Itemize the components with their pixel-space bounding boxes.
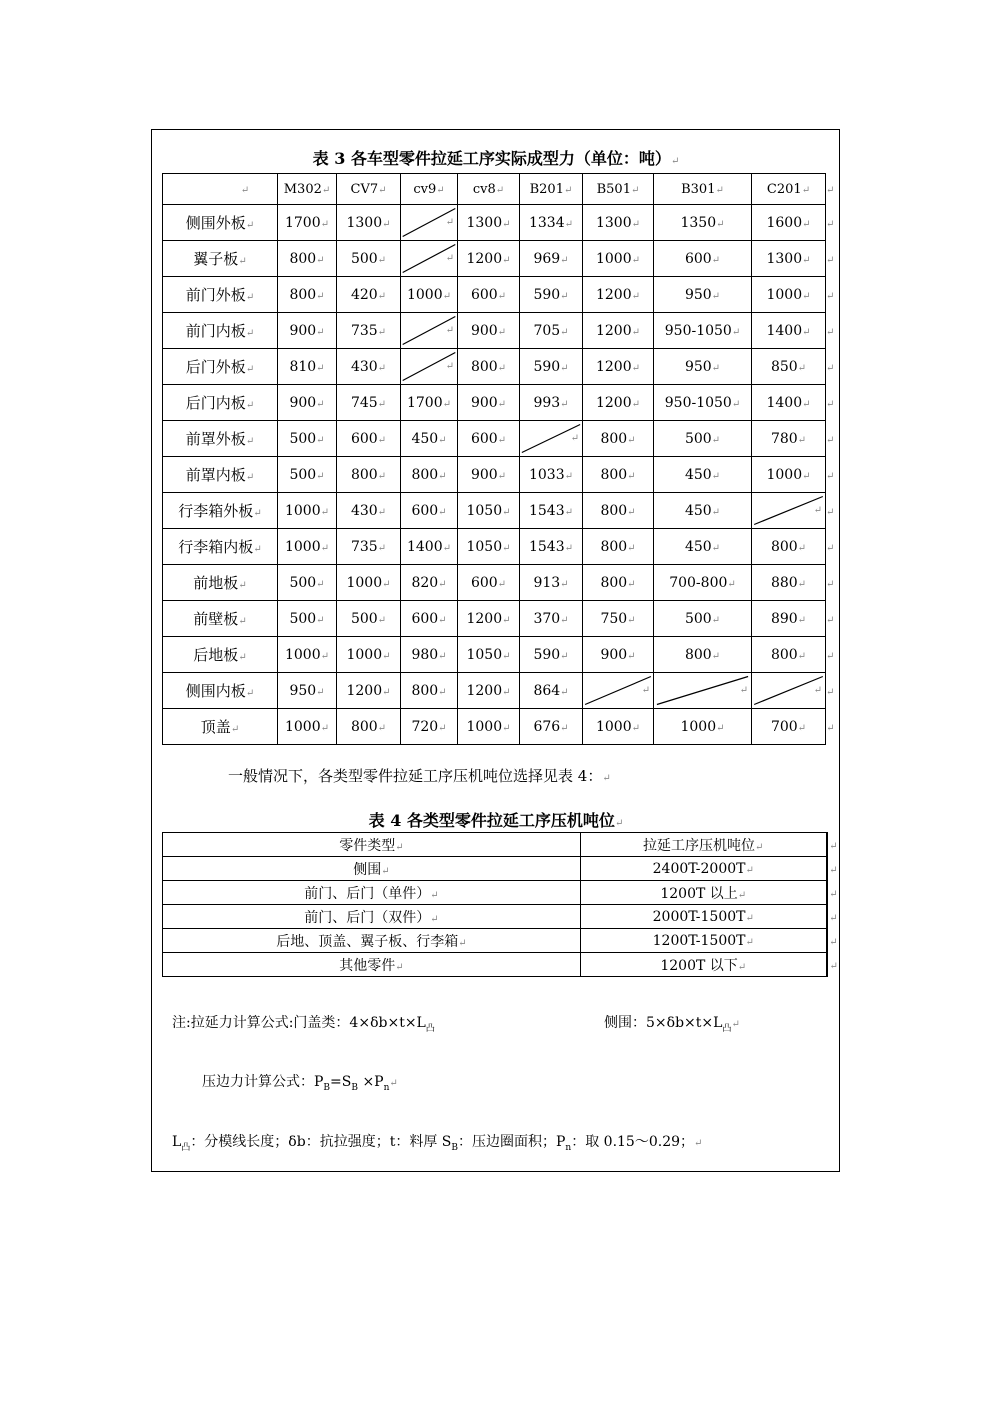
table3-value-cell: 900↵ <box>278 313 337 349</box>
table3-value-cell: 600↵ <box>458 565 520 601</box>
table-row <box>163 421 835 457</box>
table3-value-cell: 1300↵ <box>337 205 401 241</box>
table3-value-cell: 370↵ <box>520 601 583 637</box>
table3-value-cell: 900↵ <box>278 385 337 421</box>
table3-value-cell: 500↵ <box>337 601 401 637</box>
table3-value-cell: 430↵ <box>337 349 401 385</box>
table3-value-cell: 1200↵ <box>583 349 654 385</box>
row-end-mark: ↵ <box>826 434 835 446</box>
table3-value-cell: 430↵ <box>337 493 401 529</box>
row-end-mark: ↵ <box>829 864 838 876</box>
table3-value-cell: 735↵ <box>337 313 401 349</box>
table3-row-label: 后门外板↵ <box>163 349 278 385</box>
table3-value-cell: 800↵ <box>337 457 401 493</box>
table3-value-cell: 1000↵ <box>583 709 654 745</box>
table3-value-cell: 1543↵ <box>520 529 583 565</box>
table4-part-type-cell: 后地、顶盖、翼子板、行李箱↵ <box>163 929 581 953</box>
empty-slash-cell: ↵ <box>654 673 752 709</box>
row-end-mark: ↵ <box>826 254 835 266</box>
table3-value-cell: 590↵ <box>520 277 583 313</box>
table4 <box>162 832 841 977</box>
table3-value-cell: 800↵ <box>583 457 654 493</box>
table3-value-cell: 1300↵ <box>583 205 654 241</box>
table3-row-label: 后地板↵ <box>163 637 278 673</box>
table3-value-cell: 450↵ <box>654 493 752 529</box>
table-row <box>163 953 841 977</box>
row-end-mark: ↵ <box>826 722 835 734</box>
table3-value-cell: 1000↵ <box>401 277 458 313</box>
table3-value-cell: 1200↵ <box>583 277 654 313</box>
table3-value-cell: 800↵ <box>654 637 752 673</box>
table4-part-type-cell: 其他零件↵ <box>163 953 581 977</box>
table4-part-type-cell: 前门、后门（双件）↵ <box>163 905 581 929</box>
table3-value-cell: 1200↵ <box>583 313 654 349</box>
table-row <box>163 601 835 637</box>
table3-value-cell: 800↵ <box>278 241 337 277</box>
table3-row-label: 侧围外板↵ <box>163 205 278 241</box>
table3-row-label: 侧围内板↵ <box>163 673 278 709</box>
table3-value-cell: 1400↵ <box>401 529 458 565</box>
table3-column-header: M302↵ <box>278 174 337 205</box>
table3-value-cell: 969↵ <box>520 241 583 277</box>
table-row <box>163 313 835 349</box>
table3-value-cell: 1200↵ <box>583 385 654 421</box>
table3-value-cell: 450↵ <box>401 421 458 457</box>
table3-row-label: 前罩内板↵ <box>163 457 278 493</box>
table3-value-cell: 900↵ <box>458 457 520 493</box>
table3-value-cell: 1000↵ <box>278 709 337 745</box>
table-row <box>163 529 835 565</box>
table4-part-type-cell: 前门、后门（单件）↵ <box>163 881 581 905</box>
table4-tonnage-cell: 1200T 以上↵ <box>581 881 827 905</box>
table3-value-cell: 600↵ <box>458 421 520 457</box>
table3-value-cell: 500↵ <box>278 601 337 637</box>
row-end-mark: ↵ <box>826 470 835 482</box>
table3-value-cell: 800↵ <box>458 349 520 385</box>
table3-value-cell: 500↵ <box>278 421 337 457</box>
table-row <box>163 385 835 421</box>
table3-value-cell: 600↵ <box>401 601 458 637</box>
note-line-1-right: 侧围：$5\times\delta b\times t\times L_凸↵$ <box>604 1015 740 1034</box>
note-line-1: 注:拉延力计算公式:门盖类：$4\times\delta b\times t\times L_凸$ <box>172 1015 435 1034</box>
table3-value-cell: 590↵ <box>520 349 583 385</box>
table3-value-cell: 950↵ <box>654 349 752 385</box>
row-end-mark: ↵ <box>826 362 835 374</box>
table3-row-label: 前罩外板↵ <box>163 421 278 457</box>
table-row <box>163 857 841 881</box>
table-row <box>163 205 835 241</box>
table3 <box>162 173 835 745</box>
table3-column-header: cv9↵ <box>401 174 458 205</box>
table4-tonnage-cell: 2000T-1500T↵ <box>581 905 827 929</box>
table3-value-cell: 1300↵ <box>458 205 520 241</box>
table3-value-cell: 1050↵ <box>458 637 520 673</box>
table3-value-cell: 800↵ <box>583 529 654 565</box>
table3-value-cell: 810↵ <box>278 349 337 385</box>
table-row <box>163 905 841 929</box>
table3-row-label: 后门内板↵ <box>163 385 278 421</box>
table3-value-cell: 1000↵ <box>752 457 826 493</box>
row-end-mark: ↵ <box>826 542 835 554</box>
table3-value-cell: 600↵ <box>654 241 752 277</box>
row-end-mark: ↵ <box>826 398 835 410</box>
table-row <box>163 637 835 673</box>
table3-value-cell: 850↵ <box>752 349 826 385</box>
table-row <box>163 457 835 493</box>
row-end-mark: ↵ <box>826 578 835 590</box>
table3-column-header: C201↵ <box>752 174 826 205</box>
row-end-mark: ↵ <box>826 184 835 196</box>
table3-value-cell: 500↵ <box>278 565 337 601</box>
table3-value-cell: 1700↵ <box>278 205 337 241</box>
table3-value-cell: 450↵ <box>654 457 752 493</box>
row-end-mark: ↵ <box>826 218 835 230</box>
table4-header-row <box>163 833 841 857</box>
table3-value-cell: 800↵ <box>583 421 654 457</box>
table3-value-cell: 800↵ <box>752 529 826 565</box>
row-end-mark: ↵ <box>826 686 835 698</box>
table4-tonnage-cell: 2400T-2000T↵ <box>581 857 827 881</box>
table4-tonnage-cell: 1200T-1500T↵ <box>581 929 827 953</box>
table3-value-cell: 900↵ <box>583 637 654 673</box>
table3-column-header: B301↵ <box>654 174 752 205</box>
table3-value-cell: 780↵ <box>752 421 826 457</box>
table3-value-cell: 1000↵ <box>278 493 337 529</box>
table3-value-cell: 1000↵ <box>583 241 654 277</box>
table4-part-type-cell: 侧围↵ <box>163 857 581 881</box>
table3-value-cell: 864↵ <box>520 673 583 709</box>
table3-value-cell: 800↵ <box>401 673 458 709</box>
table3-value-cell: 1000↵ <box>337 637 401 673</box>
row-end-mark: ↵ <box>829 840 838 852</box>
row-end-mark: ↵ <box>829 960 838 972</box>
table3-value-cell: 1000↵ <box>278 637 337 673</box>
table3-value-cell: 1543↵ <box>520 493 583 529</box>
table-row <box>163 709 835 745</box>
table3-value-cell: 1350↵ <box>654 205 752 241</box>
table3-value-cell: 1200↵ <box>458 241 520 277</box>
table3-value-cell: 890↵ <box>752 601 826 637</box>
row-end-mark: ↵ <box>826 614 835 626</box>
row-end-mark: ↵ <box>829 936 838 948</box>
table3-value-cell: 1400↵ <box>752 313 826 349</box>
table3-value-cell: 913↵ <box>520 565 583 601</box>
table3-value-cell: 500↵ <box>654 421 752 457</box>
table-row <box>163 349 835 385</box>
intro-text: 一般情况下，各类型零件拉延工序压机吨位选择见表 4：↵ <box>228 767 611 785</box>
table3-value-cell: 950↵ <box>654 277 752 313</box>
table3-value-cell: 950-1050↵ <box>654 313 752 349</box>
table3-value-cell: 1300↵ <box>752 241 826 277</box>
table3-value-cell: 676↵ <box>520 709 583 745</box>
empty-slash-cell: ↵ <box>401 349 458 385</box>
table3-value-cell: 745↵ <box>337 385 401 421</box>
table-row <box>163 493 835 529</box>
table3-row-label: 顶盖↵ <box>163 709 278 745</box>
row-end-mark: ↵ <box>826 506 835 518</box>
table3-column-header: B201↵ <box>520 174 583 205</box>
empty-slash-cell: ↵ <box>401 241 458 277</box>
table3-value-cell: 1000↵ <box>752 277 826 313</box>
table3-value-cell: 1200↵ <box>337 673 401 709</box>
table3-value-cell: 800↵ <box>337 709 401 745</box>
table3-value-cell: 1000↵ <box>654 709 752 745</box>
table-row <box>163 277 835 313</box>
table3-value-cell: 1600↵ <box>752 205 826 241</box>
table4-tonnage-cell: 1200T 以下↵ <box>581 953 827 977</box>
empty-slash-cell: ↵ <box>401 313 458 349</box>
table-row <box>163 929 841 953</box>
table3-value-cell: 1334↵ <box>520 205 583 241</box>
table3-row-label: 行李箱外板↵ <box>163 493 278 529</box>
table4-part-type-cell: 零件类型↵ <box>163 833 581 857</box>
table3-value-cell: 705↵ <box>520 313 583 349</box>
table3-value-cell: 900↵ <box>458 313 520 349</box>
table3-column-header: CV7↵ <box>337 174 401 205</box>
table3-header-row <box>163 174 835 205</box>
table3-corner-cell: ↵ <box>163 174 278 205</box>
table3-value-cell: 590↵ <box>520 637 583 673</box>
table3-value-cell: 700↵ <box>752 709 826 745</box>
table3-column-header: B501↵ <box>583 174 654 205</box>
table3-value-cell: 735↵ <box>337 529 401 565</box>
table3-value-cell: 750↵ <box>583 601 654 637</box>
empty-slash-cell: ↵ <box>401 205 458 241</box>
table4-title: 表 4 各类型零件拉延工序压机吨位↵ <box>368 811 624 830</box>
table3-title: 表 3 各车型零件拉延工序实际成型力（单位：吨）↵ <box>312 149 680 168</box>
table3-row-label: 行李箱内板↵ <box>163 529 278 565</box>
table3-value-cell: 1000↵ <box>278 529 337 565</box>
table3-value-cell: 1400↵ <box>752 385 826 421</box>
row-end-mark: ↵ <box>826 290 835 302</box>
table3-value-cell: 993↵ <box>520 385 583 421</box>
table4-tonnage-cell: 拉延工序压机吨位↵ <box>581 833 827 857</box>
table3-value-cell: 950↵ <box>278 673 337 709</box>
table3-row-label: 前壁板↵ <box>163 601 278 637</box>
row-end-mark: ↵ <box>829 912 838 924</box>
table3-row-label: 前门内板↵ <box>163 313 278 349</box>
table3-value-cell: 800↵ <box>401 457 458 493</box>
table-row <box>163 881 841 905</box>
note-line-2: 压边力计算公式：$P_B=S_B$ $\times P_n↵$ <box>202 1074 398 1093</box>
diagonal-slash-icon <box>654 673 751 708</box>
table3-row-label: 前门外板↵ <box>163 277 278 313</box>
table-row <box>163 673 835 709</box>
table3-value-cell: 880↵ <box>752 565 826 601</box>
table3-column-header: cv8↵ <box>458 174 520 205</box>
table3-value-cell: 820↵ <box>401 565 458 601</box>
table3-value-cell: 800↵ <box>583 565 654 601</box>
row-end-mark: ↵ <box>826 650 835 662</box>
table3-value-cell: 600↵ <box>401 493 458 529</box>
table3-value-cell: 1050↵ <box>458 529 520 565</box>
empty-slash-cell: ↵ <box>583 673 654 709</box>
table3-value-cell: 800↵ <box>752 637 826 673</box>
table3-value-cell: 700-800↵ <box>654 565 752 601</box>
table3-value-cell: 1000↵ <box>337 565 401 601</box>
row-end-mark: ↵ <box>829 888 838 900</box>
table3-value-cell: 1700↵ <box>401 385 458 421</box>
table3-value-cell: 1200↵ <box>458 673 520 709</box>
table3-value-cell: 1000↵ <box>458 709 520 745</box>
table3-value-cell: 600↵ <box>458 277 520 313</box>
table3-value-cell: 500↵ <box>278 457 337 493</box>
table3-row-label: 翼子板↵ <box>163 241 278 277</box>
table3-value-cell: 420↵ <box>337 277 401 313</box>
table3-value-cell: 800↵ <box>278 277 337 313</box>
empty-slash-cell: ↵ <box>752 493 826 529</box>
table3-row-label: 前地板↵ <box>163 565 278 601</box>
note-line-3: $L_凸$：分模线长度；δb：抗拉强度；t：料厚 $S_B$：压边圈面积；$P_n$：取 0.15～0.29；↵ <box>172 1134 703 1153</box>
table3-value-cell: 1033↵ <box>520 457 583 493</box>
table3-value-cell: 600↵ <box>337 421 401 457</box>
table3-value-cell: 900↵ <box>458 385 520 421</box>
table3-value-cell: 1050↵ <box>458 493 520 529</box>
empty-slash-cell: ↵ <box>752 673 826 709</box>
table3-value-cell: 1200↵ <box>458 601 520 637</box>
table3-value-cell: 950-1050↵ <box>654 385 752 421</box>
table3-value-cell: 800↵ <box>583 493 654 529</box>
empty-slash-cell: ↵ <box>520 421 583 457</box>
table3-value-cell: 500↵ <box>654 601 752 637</box>
table3-value-cell: 500↵ <box>337 241 401 277</box>
table3-value-cell: 450↵ <box>654 529 752 565</box>
table-row <box>163 565 835 601</box>
table3-value-cell: 720↵ <box>401 709 458 745</box>
row-end-mark: ↵ <box>826 326 835 338</box>
table-row <box>163 241 835 277</box>
table3-value-cell: 980↵ <box>401 637 458 673</box>
